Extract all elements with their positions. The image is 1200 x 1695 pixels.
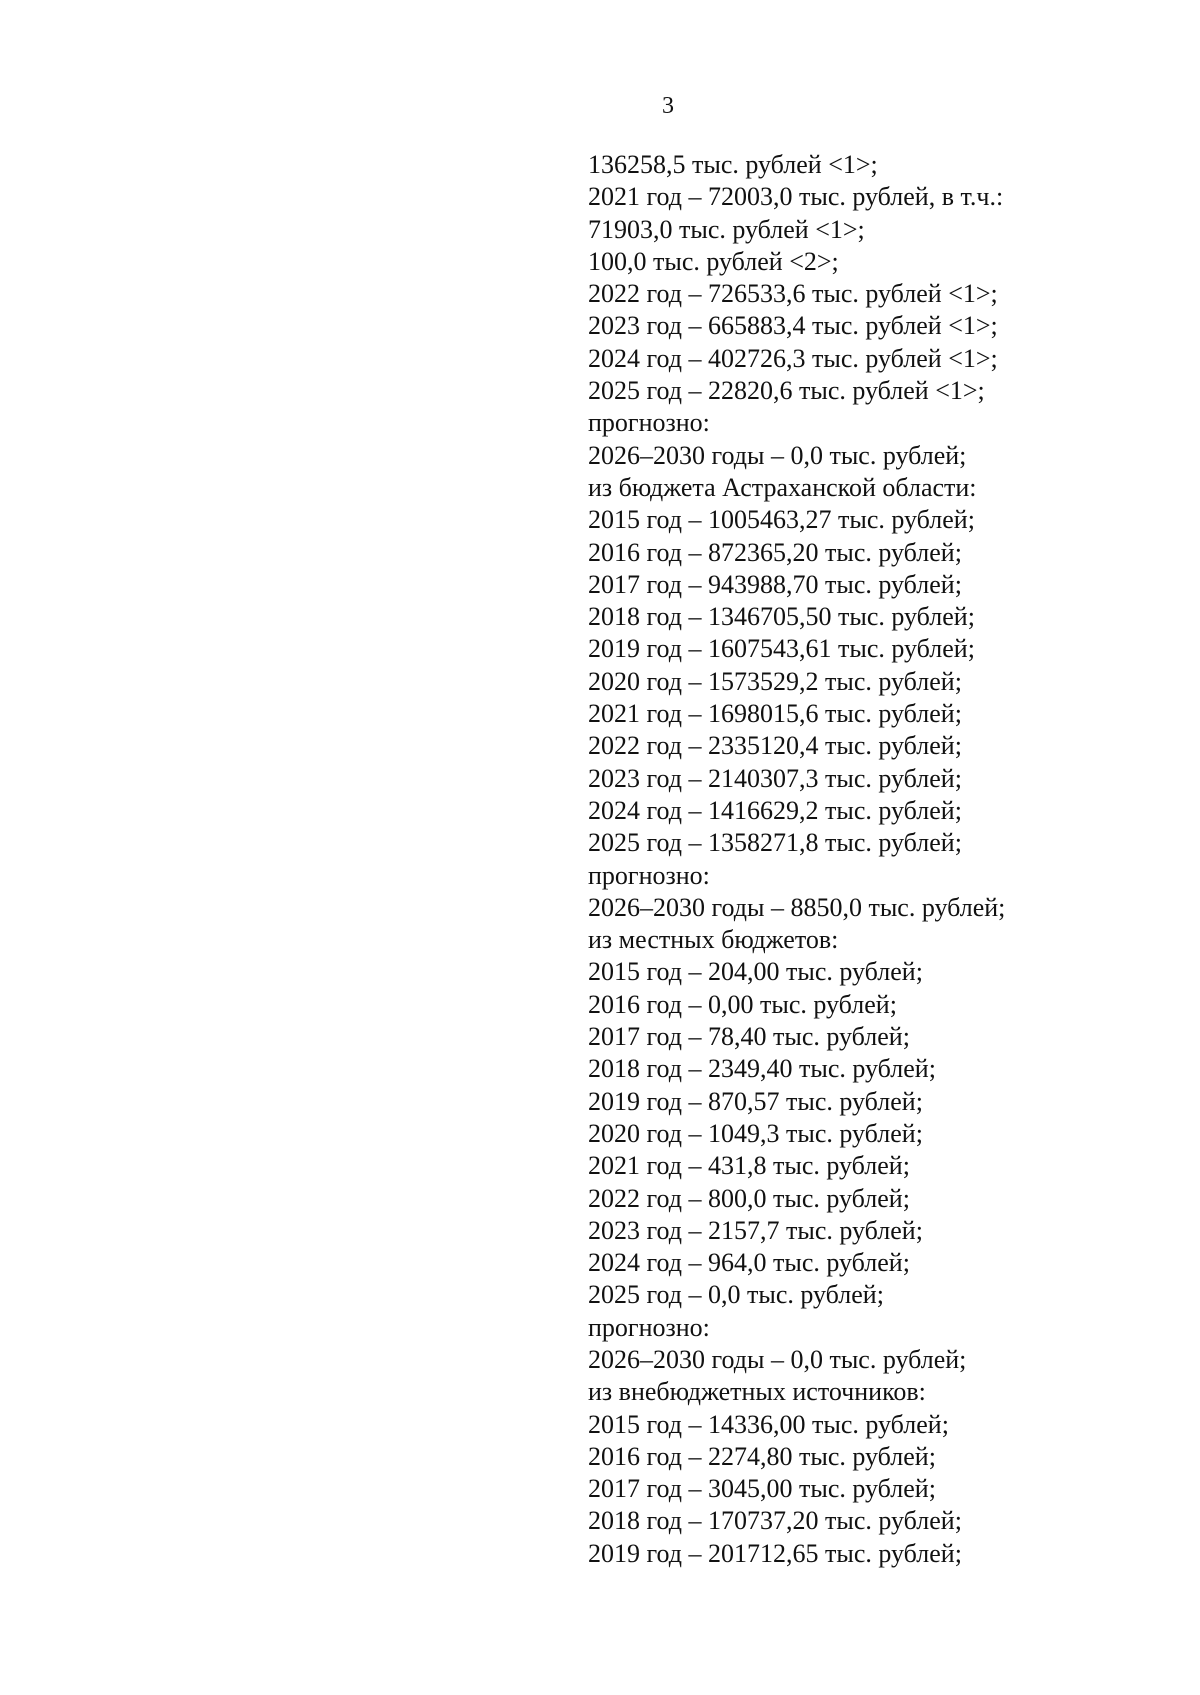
text-line: 2020 год – 1049,3 тыс. рублей; xyxy=(588,1118,923,1148)
text-line: 2023 год – 665883,4 тыс. рублей <1>; xyxy=(588,311,998,341)
text-line: 2019 год – 1607543,61 тыс. рублей; xyxy=(588,634,975,664)
text-line: 2026–2030 годы – 0,0 тыс. рублей; xyxy=(588,440,967,470)
text-line: 2019 год – 201712,65 тыс. рублей; xyxy=(588,1538,962,1568)
text-line: 2015 год – 1005463,27 тыс. рублей; xyxy=(588,505,975,535)
text-line: 2015 год – 204,00 тыс. рублей; xyxy=(588,957,923,987)
text-line: 2024 год – 402726,3 тыс. рублей <1>; xyxy=(588,343,998,373)
text-line: 2016 год – 872365,20 тыс. рублей; xyxy=(588,537,962,567)
text-line: 2026–2030 годы – 0,0 тыс. рублей; xyxy=(588,1344,967,1374)
text-line: 2015 год – 14336,00 тыс. рублей; xyxy=(588,1409,949,1439)
funding-text-column xyxy=(588,149,1108,1570)
text-line: 2021 год – 72003,0 тыс. рублей, в т.ч.: xyxy=(588,182,1004,212)
text-line: прогнозно: xyxy=(588,860,710,890)
text-line: 2018 год – 1346705,50 тыс. рублей; xyxy=(588,602,975,632)
text-line: прогнозно: xyxy=(588,408,710,438)
text-line: 2025 год – 22820,6 тыс. рублей <1>; xyxy=(588,376,985,406)
text-line: 71903,0 тыс. рублей <1>; xyxy=(588,214,865,244)
text-line: 2025 год – 0,0 тыс. рублей; xyxy=(588,1280,884,1310)
page-number: 3 xyxy=(662,93,674,119)
text-line: из внебюджетных источников: xyxy=(588,1377,926,1407)
text-line: 2022 год – 726533,6 тыс. рублей <1>; xyxy=(588,279,998,309)
text-line: 2021 год – 1698015,6 тыс. рублей; xyxy=(588,699,962,729)
text-line: 2020 год – 1573529,2 тыс. рублей; xyxy=(588,666,962,696)
text-line: 2016 год – 0,00 тыс. рублей; xyxy=(588,989,897,1019)
text-line: 2017 год – 78,40 тыс. рублей; xyxy=(588,1022,910,1052)
text-line: 2024 год – 964,0 тыс. рублей; xyxy=(588,1248,910,1278)
text-line: 2017 год – 943988,70 тыс. рублей; xyxy=(588,569,962,599)
text-line: 2017 год – 3045,00 тыс. рублей; xyxy=(588,1474,936,1504)
text-line: 2023 год – 2140307,3 тыс. рублей; xyxy=(588,763,962,793)
text-line: 2024 год – 1416629,2 тыс. рублей; xyxy=(588,795,962,825)
text-line: 2023 год – 2157,7 тыс. рублей; xyxy=(588,1215,923,1245)
text-line: 2025 год – 1358271,8 тыс. рублей; xyxy=(588,828,962,858)
text-line: 2019 год – 870,57 тыс. рублей; xyxy=(588,1086,923,1116)
text-line: 2016 год – 2274,80 тыс. рублей; xyxy=(588,1441,936,1471)
text-line: 2026–2030 годы – 8850,0 тыс. рублей; xyxy=(588,892,1006,922)
text-line: 2018 год – 170737,20 тыс. рублей; xyxy=(588,1506,962,1536)
text-line: 2022 год – 800,0 тыс. рублей; xyxy=(588,1183,910,1213)
text-line: из бюджета Астраханской области: xyxy=(588,472,977,502)
text-line: из местных бюджетов: xyxy=(588,925,839,955)
text-line: прогнозно: xyxy=(588,1312,710,1342)
text-line: 2022 год – 2335120,4 тыс. рублей; xyxy=(588,731,962,761)
text-line: 2021 год – 431,8 тыс. рублей; xyxy=(588,1151,910,1181)
text-line: 136258,5 тыс. рублей <1>; xyxy=(588,150,878,179)
text-line: 100,0 тыс. рублей <2>; xyxy=(588,246,839,276)
text-line: 2018 год – 2349,40 тыс. рублей; xyxy=(588,1054,936,1084)
